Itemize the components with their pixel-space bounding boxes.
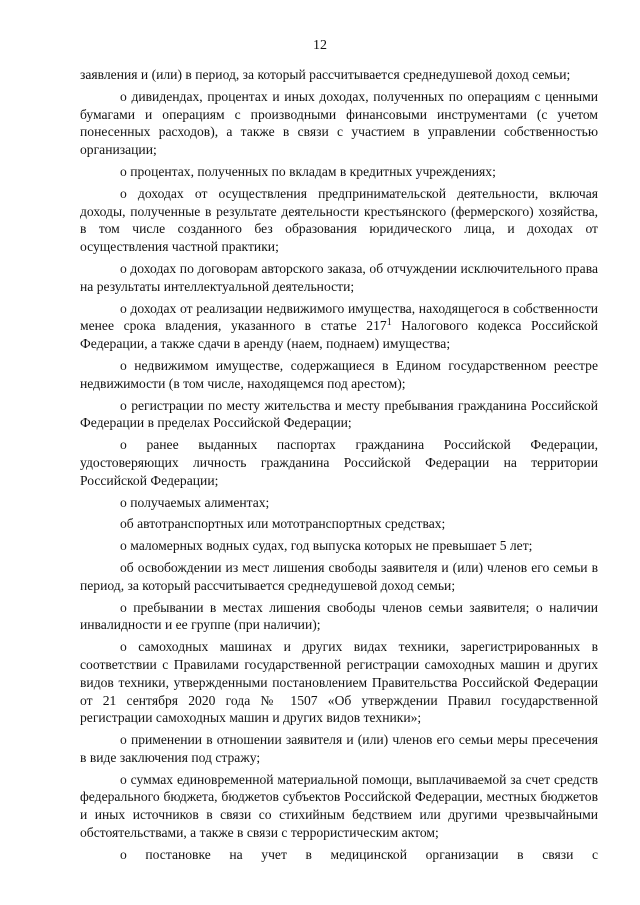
paragraph-dividends: о дивидендах, процентах и иных доходах, полученных по операциям с ценными бумагами и операциям с производными финансовыми инструментами (с учетом понесенных расходов), а также в связи с участием в управлении собственностью организации;	[80, 88, 598, 158]
paragraph-emergency-aid: о суммах единовременной материальной помощи, выплачиваемой за счет средств федерального бюджета, бюджетов субъектов Российской Федерации, местных бюджетов и иных источников в связи со стихийным бедствием или другими чрезвычайными обстоятельствами, а также в связи с террористическим актом;	[80, 771, 598, 841]
paragraph-small-vessels: о маломерных водных судах, год выпуска которых не превышает 5 лет;	[120, 538, 533, 554]
paragraph-alimony: о получаемых алиментах;	[120, 494, 270, 510]
page-number: 12	[313, 38, 327, 53]
paragraph-passports: о ранее выданных паспортах гражданина Российской Федерации, удостоверяющих личность гражданина Российской Федерации на территории Российской Федерации;	[80, 437, 598, 488]
article-superscript: 1	[386, 317, 392, 329]
paragraph-residence-registration: о регистрации по месту жительства и месту пребывания гражданина Российской Федерации в пределах Российской Федерации;	[80, 397, 598, 431]
paragraph-imprisonment-disability: о пребывании в местах лишения свободы членов семьи заявителя; о наличии инвалидности и ее группе (при наличии);	[80, 599, 598, 633]
real-estate-text-after: Налогового кодекса Российской Федерации, а также сдачи в аренду (наем, поднаем) имущества;	[80, 318, 598, 352]
paragraph-copyright-income: о доходах по договорам авторского заказа, об отчуждении исключительного права на результаты интеллектуальной деятельности;	[80, 260, 598, 294]
document-body	[80, 66, 598, 868]
paragraph-detention: о применении в отношении заявителя и (или) членов его семьи меры пресечения в виде заключения под стражу;	[80, 732, 598, 765]
paragraph-self-propelled-machines: о самоходных машинах и других видах техники, зарегистрированных в соответствии с Правилами государственной регистрации самоходных машин и других видов техники, утвержденными постановлением Правительства Российской Федерации от 21 сентября 2020 года № 1507 «Об утверждении Правил государственной регистрации самоходных машин и других видов техники»;	[80, 639, 598, 726]
paragraph-deposit-interest: о процентах, полученных по вкладам в кредитных учреждениях;	[120, 163, 496, 179]
real-estate-text-before: о доходах от реализации недвижимого имущества, находящегося в собственности менее срока владения, указанного в статье 217	[80, 300, 598, 334]
paragraph-real-estate-sale	[80, 300, 598, 353]
paragraph-continuation: заявления и (или) в период, за который рассчитывается среднедушевой доход семьи;	[80, 67, 571, 82]
paragraph-release-from-prison: об освобождении из мест лишения свободы заявителя и (или) членов его семьи в период, за который рассчитывается среднедушевой доход семьи;	[80, 559, 598, 593]
paragraph-vehicles: об автотранспортных или мототранспортных средствах;	[120, 516, 446, 532]
paragraph-medical-registration: о постановке на учет в медицинской организации в связи с	[120, 846, 598, 862]
paragraph-business-income: о доходах от осуществления предпринимательской деятельности, включая доходы, полученные в результате деятельности крестьянского (фермерского) хозяйства, в том числе созданного без образования юридического лица, и доходах от осуществления частной практики;	[80, 185, 598, 255]
paragraph-real-estate-registry: о недвижимом имуществе, содержащиеся в Едином государственном реестре недвижимости (в том числе, находящемся под арестом);	[80, 357, 598, 391]
